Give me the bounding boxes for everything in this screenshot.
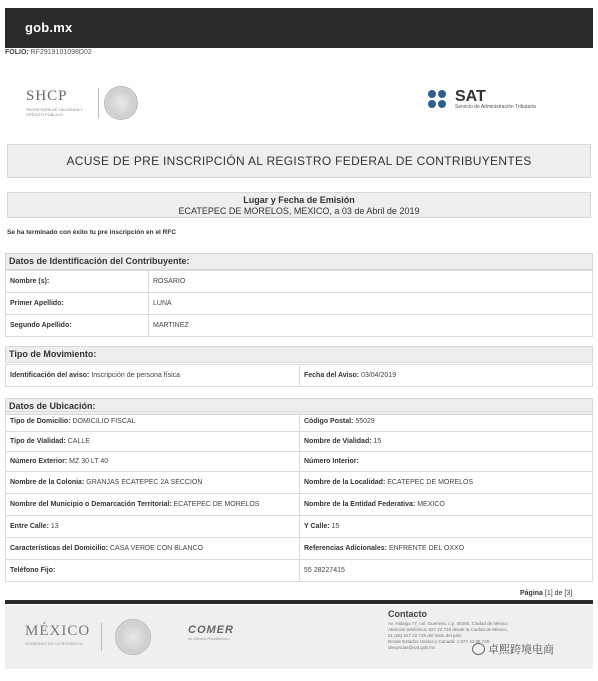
shcp-logo [14, 86, 164, 122]
location-cell [300, 472, 593, 494]
national-seal-icon [104, 86, 138, 120]
field-label: Nombre del Municipio o Demarcación Territorial: [10, 501, 172, 508]
table-row [6, 538, 593, 560]
comer-logo [188, 624, 258, 650]
field-label: Nombre de Vialidad: [304, 438, 372, 445]
location-cell [300, 432, 593, 452]
page-indicator [520, 590, 572, 597]
field-value: ROSARIO [149, 271, 593, 293]
folio-value: RF2919101098D02 [30, 49, 92, 56]
location-cell [6, 516, 300, 538]
location-cell [300, 494, 593, 516]
contribuyente-table [5, 270, 593, 337]
field-label: Código Postal: [304, 418, 354, 425]
page-total: [3] [564, 590, 573, 597]
table-row [6, 432, 593, 452]
field-value: GRANJAS ECATEPEC 2A SECCION [86, 479, 203, 486]
footer [5, 605, 593, 669]
field-label: Número Exterior: [10, 458, 68, 465]
logo-divider [101, 623, 102, 651]
location-cell [6, 494, 300, 516]
field-value: MEXICO [417, 501, 445, 508]
location-cell [300, 560, 593, 582]
field-label: Entre Calle: [10, 523, 49, 530]
mexico-logo-text: MÉXICO [25, 623, 91, 639]
table-row [6, 271, 593, 293]
sat-logo-text: SAT [455, 88, 486, 105]
field-label: Características del Domicilio: [10, 545, 109, 552]
ubicacion-table [5, 411, 593, 582]
section-movimiento-title: Tipo de Movimiento: [5, 346, 593, 363]
table-row [6, 472, 593, 494]
location-cell [6, 560, 300, 582]
field-label: Y Calle: [304, 523, 330, 530]
watermark [472, 641, 554, 657]
field-label: Referencias Adicionales: [304, 545, 387, 552]
field-label: Identificación del aviso: [10, 372, 90, 379]
field-value: ECATEPEC DE MORELOS [173, 501, 260, 508]
comer-logo-subtitle: de México Republicano [188, 636, 230, 641]
field-label: Primer Apellido: [6, 293, 149, 315]
document-title: ACUSE DE PRE INSCRIPCIÓN AL REGISTRO FEDERAL DE CONTRIBUYENTES [7, 144, 591, 178]
field-value: CASA VERDE CON BLANCO [110, 545, 203, 552]
location-cell [6, 432, 300, 452]
table-row [6, 365, 593, 387]
field-value: LUNA [149, 293, 593, 315]
field-label: Teléfono Fijo: [10, 567, 56, 574]
field-value: Inscripción de persona física [91, 372, 181, 379]
field-value: 15 [373, 438, 382, 445]
sat-logo-subtitle: Servicio de Administración Tributaria [455, 104, 536, 110]
contact-line: Desde Estados Unidos y Canadá: 1 877 44 88 728. [388, 639, 491, 644]
contact-line: Av. Hidalgo 77, col. Guerrero, c.p. 06300, Ciudad de México. [388, 621, 509, 626]
location-cell [300, 516, 593, 538]
footer-divider [5, 600, 593, 604]
shcp-logo-subtitle: SECRETARÍA DE HACIENDA Y CRÉDITO PÚBLICO [26, 107, 83, 117]
page-current: [1] [544, 590, 553, 597]
movimiento-table [5, 364, 593, 387]
comer-logo-text: COMER [188, 624, 234, 636]
field-value: 03/04/2019 [361, 372, 397, 379]
mexico-logo-subtitle: GOBIERNO DE LA REPÚBLICA [25, 641, 83, 646]
field-label: Nombre de la Entidad Federativa: [304, 501, 416, 508]
table-row [6, 494, 593, 516]
field-value: 13 [50, 523, 59, 530]
logo-divider [98, 88, 99, 118]
national-seal-icon [115, 619, 151, 655]
folio-label: FOLIO: [5, 49, 29, 56]
contact-title: Contacto [388, 609, 427, 619]
field-value: CALLE [67, 438, 90, 445]
wechat-icon [472, 643, 485, 655]
section-ubicacion-title: Datos de Ubicación: [5, 398, 593, 415]
field-label: Segundo Apellido: [6, 315, 149, 337]
field-label: Tipo de Domicilio: [10, 418, 71, 425]
sat-dots-icon [428, 90, 450, 112]
location-cell [6, 412, 300, 432]
field-label: Fecha del Aviso: [304, 372, 360, 379]
location-cell [300, 412, 593, 432]
location-cell [6, 538, 300, 560]
place-date-value: ECATEPEC DE MORELOS, MEXICO, a 03 de Abril de 2019 [178, 206, 420, 216]
mexico-logo [25, 623, 90, 646]
table-row [6, 560, 593, 582]
contact-line: 01 (55) 627 22 728 del resto del país. [388, 633, 463, 638]
site-logo[interactable]: gob.mx [25, 20, 73, 35]
aviso-id-cell [6, 365, 300, 387]
field-value: 55029 [355, 418, 375, 425]
shcp-logo-text: SHCP [26, 88, 68, 104]
field-value: 55 28227415 [304, 567, 345, 574]
field-label: Nombre (s): [6, 271, 149, 293]
field-label: Número Interior: [304, 458, 359, 465]
aviso-fecha-cell [300, 365, 593, 387]
place-date-heading: Lugar y Fecha de Emisión [243, 195, 355, 205]
table-row [6, 452, 593, 472]
table-row [6, 315, 593, 337]
field-label: Tipo de Vialidad: [10, 438, 66, 445]
page-sep: de [554, 590, 563, 597]
place-date-box [7, 192, 591, 218]
sat-logo [428, 88, 578, 114]
table-row [6, 412, 593, 432]
success-message: Se ha terminado con éxito tu pre inscripción en el RFC [7, 229, 177, 236]
folio [5, 49, 92, 56]
field-value: ECATEPEC DE MORELOS [387, 479, 474, 486]
section-contribuyente-title: Datos de Identificación del Contribuyente: [5, 253, 593, 270]
table-row [6, 516, 593, 538]
field-value: MARTINEZ [149, 315, 593, 337]
field-value: MZ 30 LT 40 [69, 458, 109, 465]
field-value: 15 [331, 523, 340, 530]
contact-email[interactable]: denuncias@sat.gob.mx [388, 645, 436, 650]
watermark-text: 卓熙跨境电商 [488, 644, 554, 656]
location-cell [6, 452, 300, 472]
table-row [6, 293, 593, 315]
field-value: DOMICILIO FISCAL [72, 418, 136, 425]
field-label: Nombre de la Colonia: [10, 479, 85, 486]
location-cell [300, 538, 593, 560]
top-bar [5, 8, 593, 48]
location-cell [300, 452, 593, 472]
field-label: Nombre de la Localidad: [304, 479, 386, 486]
contact-line: Atención telefónica: 627 22 728 desde la Ciudad de México, [388, 627, 508, 632]
location-cell [6, 472, 300, 494]
page-label: Página [520, 590, 543, 597]
field-value: ENFRENTE DEL OXXO [388, 545, 465, 552]
